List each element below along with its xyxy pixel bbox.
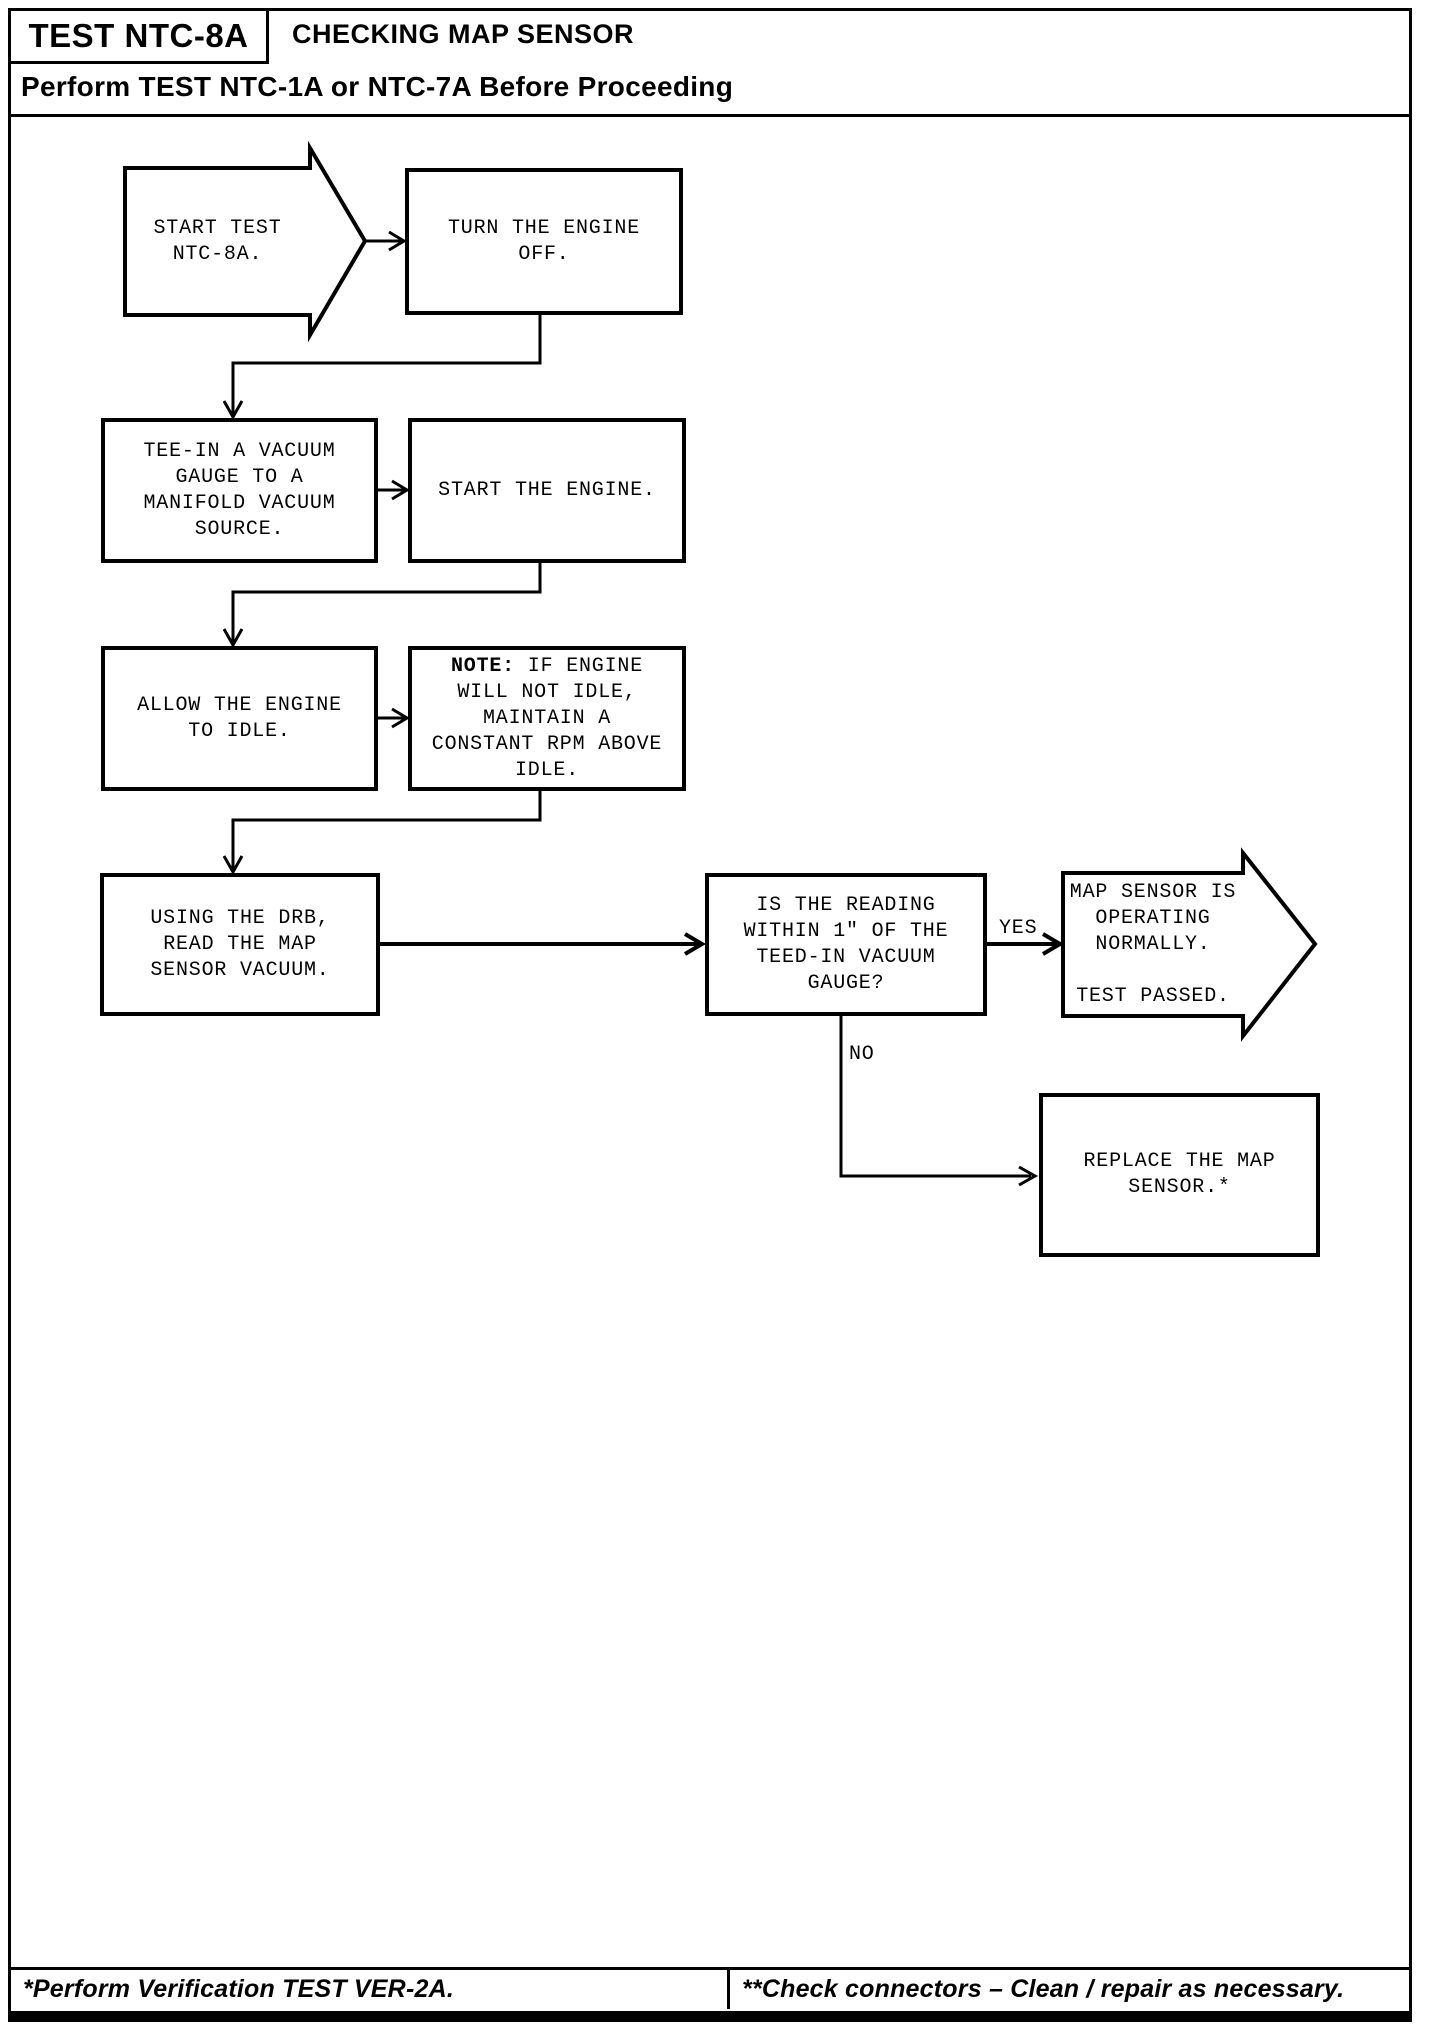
flow-text-line: TEED-IN VACUUM bbox=[756, 945, 936, 969]
test-id: TEST NTC-8A bbox=[28, 17, 249, 54]
footer-left-cell bbox=[11, 1970, 727, 2009]
flow-text-line: ALLOW THE ENGINE bbox=[137, 693, 342, 717]
flow-text-line: NORMALLY. bbox=[1095, 932, 1211, 956]
flow-text-line: SENSOR.* bbox=[1128, 1176, 1231, 1199]
flow-node-start bbox=[125, 168, 310, 315]
flow-text-line: IDLE. bbox=[514, 758, 579, 782]
flow-text-line: GAUGE TO A bbox=[175, 465, 304, 489]
flow-text-line: SENSOR VACUUM. bbox=[150, 958, 330, 982]
flow-text-line: START THE ENGINE. bbox=[438, 478, 656, 502]
flow-text-line: TEST PASSED. bbox=[1076, 984, 1230, 1008]
footer-right-note: **Check connectors – Clean / repair as necessary. bbox=[742, 1975, 1345, 2003]
connector-note-usingdrb bbox=[233, 791, 540, 869]
flow-node-note bbox=[408, 646, 686, 791]
yes-label: YES bbox=[999, 917, 1038, 940]
subtitle-band bbox=[11, 60, 1409, 117]
footer-left-note: *Perform Verification TEST VER-2A. bbox=[23, 1975, 454, 2003]
flow-node-turn-engine-off bbox=[405, 168, 683, 315]
flow-node-question-reading bbox=[705, 873, 987, 1016]
note-label: NOTE: bbox=[450, 654, 515, 678]
flow-text-line bbox=[451, 654, 643, 680]
flow-text-line: TO IDLE. bbox=[188, 719, 291, 743]
connector-turnoff-teein bbox=[233, 315, 540, 414]
connector-no-branch bbox=[841, 1016, 1031, 1176]
flow-node-start-engine bbox=[408, 418, 686, 563]
flow-node-read-map-vacuum bbox=[100, 873, 380, 1016]
flow-text-line: GAUGE? bbox=[807, 971, 885, 995]
page-title: CHECKING MAP SENSOR bbox=[292, 19, 635, 49]
subtitle: Perform TEST NTC-1A or NTC-7A Before Proceeding bbox=[21, 71, 734, 102]
flow-text-line: TURN THE ENGINE bbox=[447, 216, 641, 240]
connector-startengine-allow bbox=[233, 563, 540, 642]
flow-text-line: SOURCE. bbox=[194, 517, 285, 541]
flow-text-line: WILL NOT IDLE, bbox=[457, 680, 637, 704]
footer-right-cell bbox=[730, 1970, 1409, 2009]
flow-text-line: OPERATING bbox=[1095, 906, 1211, 930]
page-frame bbox=[8, 8, 1412, 2022]
flow-text-line: MAINTAIN A bbox=[482, 706, 612, 730]
no-label: NO bbox=[849, 1043, 875, 1066]
flow-text-line: NTC-8A. bbox=[172, 242, 263, 266]
flow-text-line: OFF. bbox=[518, 242, 570, 266]
header-row bbox=[11, 11, 1409, 60]
flow-text-line: USING THE DRB, bbox=[150, 906, 330, 930]
flow-text-line: IS THE READING bbox=[756, 893, 936, 917]
flow-node-allow-idle bbox=[101, 646, 378, 791]
flowchart-connectors-svg bbox=[11, 117, 1409, 1967]
flow-node-tee-in-gauge bbox=[101, 418, 378, 563]
flow-text-line: START TEST bbox=[153, 216, 282, 240]
flow-text-line: CONSTANT RPM ABOVE bbox=[431, 732, 663, 756]
flow-node-replace-sensor bbox=[1039, 1093, 1320, 1257]
flow-text-line: TEE-IN A VACUUM bbox=[143, 439, 336, 463]
flow-text-line: MANIFOLD VACUUM bbox=[143, 491, 336, 515]
note-rest: IF ENGINE bbox=[514, 654, 644, 678]
flow-text-line: MAP SENSOR IS bbox=[1069, 880, 1237, 904]
flow-text-line: READ THE MAP bbox=[163, 932, 317, 956]
flow-text-line: WITHIN 1" OF THE bbox=[743, 919, 949, 943]
footer-row bbox=[11, 1967, 1409, 2009]
flowchart-area bbox=[11, 117, 1409, 1967]
flow-node-test-passed bbox=[1063, 873, 1243, 1016]
flow-text-line: REPLACE THE MAP bbox=[1083, 1150, 1276, 1173]
test-id-box bbox=[8, 8, 269, 64]
